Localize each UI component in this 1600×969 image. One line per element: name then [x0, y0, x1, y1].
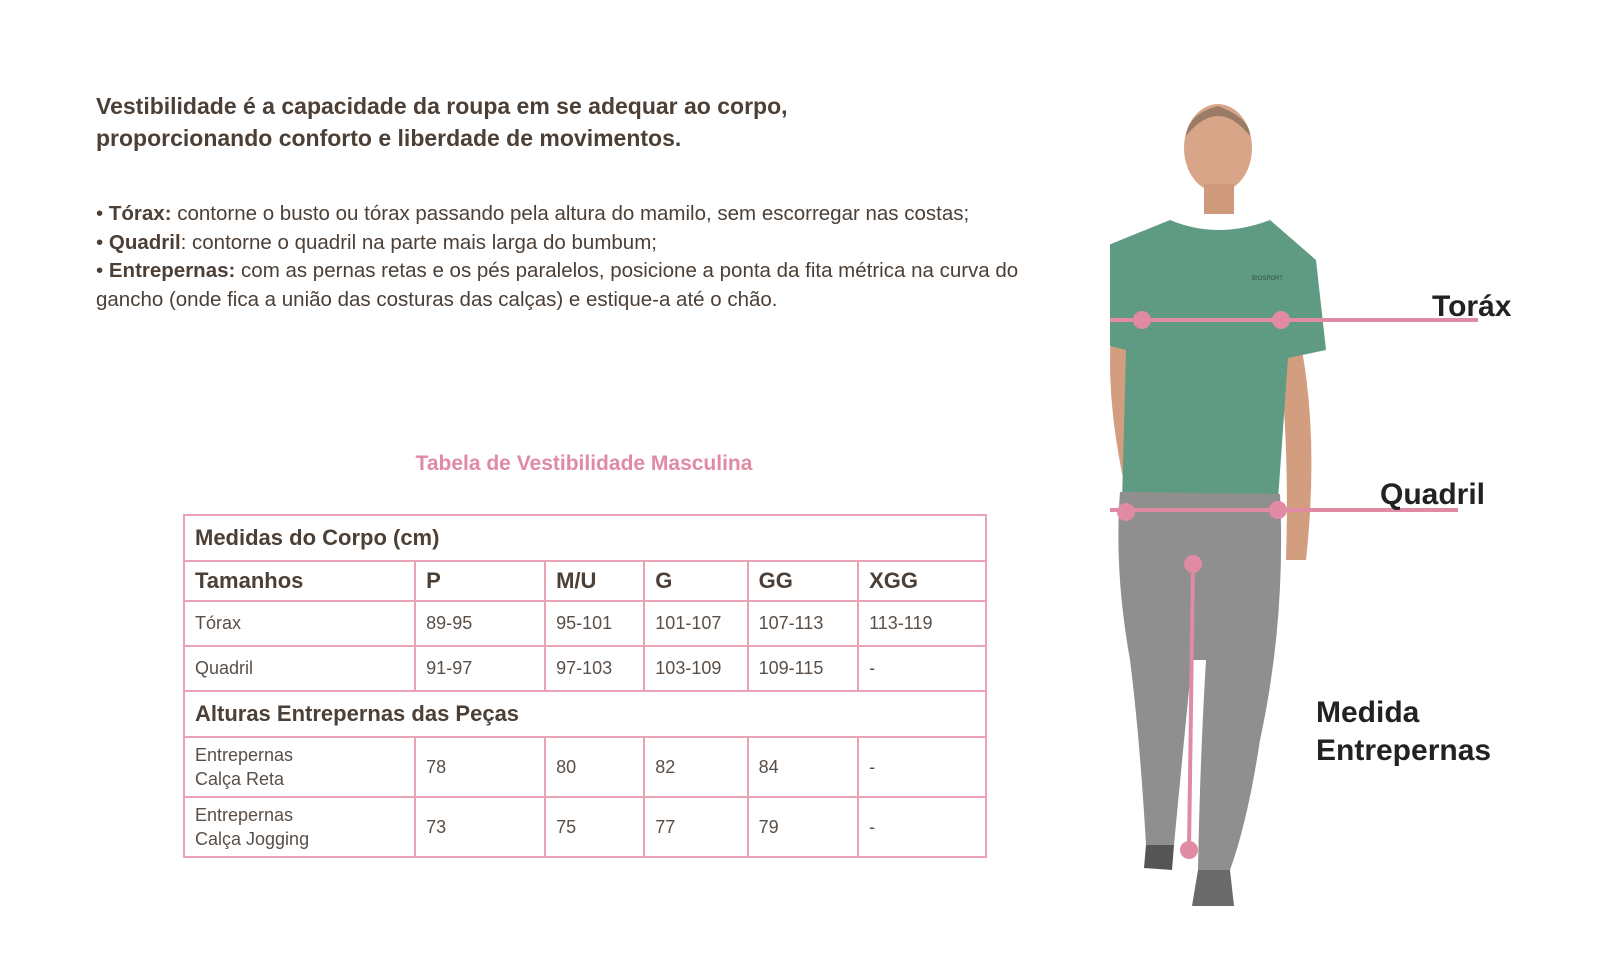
table-row [184, 646, 986, 691]
model-illustration [1110, 100, 1530, 935]
table-cell [184, 737, 415, 797]
table-row [184, 601, 986, 646]
table-header-row [184, 561, 986, 601]
quadril-point [1269, 501, 1287, 519]
table-cell: 82 [644, 737, 747, 797]
model-head [1184, 104, 1252, 192]
bullet-term: Entrepernas: [108, 259, 236, 282]
intro-line-1: Vestibilidade é a capacidade da roupa em se adequar ao corpo, [96, 93, 788, 119]
bullet-term: Quadril [108, 230, 181, 254]
model-left-shoe [1144, 845, 1174, 870]
model-neck [1204, 184, 1234, 214]
row-label-line: Entrepernas [195, 805, 294, 825]
table-cell: 109-115 [748, 646, 858, 691]
table-cell: 77 [644, 797, 747, 857]
column-header: P [415, 561, 545, 601]
column-header: Tamanhos [184, 561, 415, 601]
table-row [184, 797, 986, 857]
inseam-point [1180, 841, 1198, 859]
table-cell: 97-103 [545, 646, 644, 691]
column-header: GG [748, 561, 858, 601]
torax-point [1133, 311, 1151, 329]
table-section-header [184, 515, 986, 561]
table-cell [184, 797, 415, 857]
label-entrepernas-line-1: Medida [1316, 696, 1420, 729]
label-entrepernas-line-2: Entrepernas [1316, 734, 1492, 767]
label-entrepernas [1316, 694, 1491, 770]
row-label-line: Calça Jogging [195, 829, 310, 849]
table-cell: 79 [748, 797, 858, 857]
table-cell: Tórax [184, 601, 415, 646]
model-pants [1118, 492, 1281, 870]
bullet-entrepernas: • Entrepernas: com as pernas retas e os pés paralelos, posicione a ponta da fita métrica na curva do gancho (onde fica a união das costuras das calças) e estique-a até o chão. [96, 259, 1019, 311]
section-inseam: Alturas Entrepernas das Peças [184, 691, 986, 737]
size-table [183, 514, 987, 858]
table-cell: 107-113 [748, 601, 858, 646]
column-header: M/U [545, 561, 644, 601]
bullet-text: com as pernas retas e os pés paralelos, posicione a ponta da fita métrica na curva do gancho (onde fica a união das costuras das calças) e estique-a até o chão. [96, 259, 1019, 311]
table-cell: - [858, 737, 986, 797]
bullet-text: contorne o busto ou tórax passando pela altura do mamilo, sem escorregar nas costas; [171, 202, 970, 225]
table-cell: 75 [545, 797, 644, 857]
bullet-term: Tórax: [108, 202, 172, 225]
row-label-line: Entrepernas [195, 745, 294, 765]
model-figure [1110, 100, 1530, 935]
table-cell: 73 [415, 797, 545, 857]
torax-point [1272, 311, 1290, 329]
measurement-instructions [96, 200, 1076, 314]
bullet-quadril: • Quadril: contorne o quadril na parte mais larga do bumbum; [96, 230, 657, 254]
table-cell: 89-95 [415, 601, 545, 646]
inseam-point [1184, 555, 1202, 573]
table-cell: 84 [748, 737, 858, 797]
table-title: Tabela de Vestibilidade Masculina [415, 452, 753, 475]
table-cell: 80 [545, 737, 644, 797]
label-torax: Toráx [1432, 290, 1512, 323]
table-cell: 101-107 [644, 601, 747, 646]
table-cell: 78 [415, 737, 545, 797]
shirt-logo: BIOSPORT [1252, 276, 1283, 282]
model-right-shoe [1192, 870, 1234, 906]
table-cell: Quadril [184, 646, 415, 691]
intro-heading [96, 90, 916, 154]
table-cell: - [858, 646, 986, 691]
label-quadril: Quadril [1380, 478, 1486, 511]
row-label-line: Calça Reta [195, 769, 285, 789]
column-header: XGG [858, 561, 986, 601]
section-body-measures: Medidas do Corpo (cm) [184, 515, 986, 561]
intro-line-2: proporcionando conforto e liberdade de movimentos. [96, 125, 682, 151]
table-row [184, 737, 986, 797]
table-cell: 95-101 [545, 601, 644, 646]
table-cell: - [858, 797, 986, 857]
table-cell: 113-119 [858, 601, 986, 646]
table-cell: 91-97 [415, 646, 545, 691]
table-section-header [184, 691, 986, 737]
table-cell: 103-109 [644, 646, 747, 691]
bullet-text: : contorne o quadril na parte mais larga do bumbum; [180, 230, 657, 254]
column-header: G [644, 561, 747, 601]
quadril-point [1117, 503, 1135, 521]
bullet-torax: • Tórax: contorne o busto ou tórax passando pela altura do mamilo, sem escorregar nas costas; [96, 202, 970, 225]
